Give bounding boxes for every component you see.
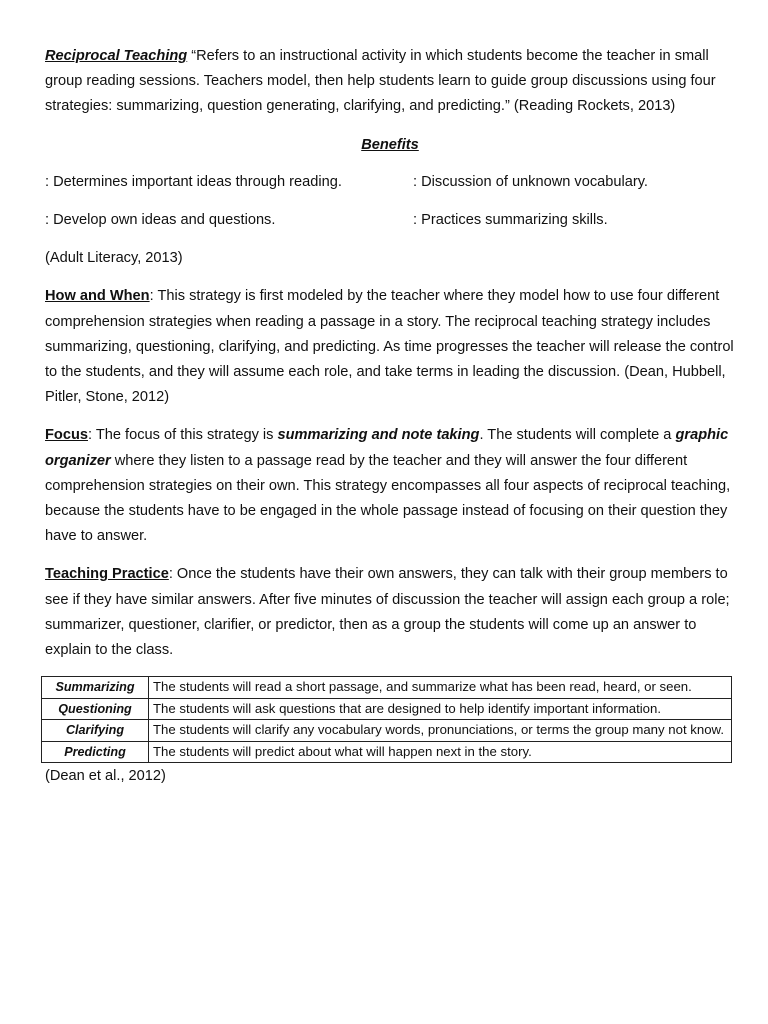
teaching-practice-text: : Once the students have their own answers, they can talk with their group members to see if they have similar answers. After five minutes of discussion the teacher will assign each group a role; summarizer, questioner, clarifier, or predictor, then as a group the students will come up an answer to explain to the class.	[45, 566, 730, 659]
teaching-practice-heading: Teaching Practice	[45, 566, 169, 583]
document-page	[45, 44, 735, 789]
intro-paragraph	[45, 44, 735, 120]
table-row	[42, 741, 732, 763]
how-when-heading: How and When	[45, 288, 150, 305]
focus-emphasis: summarizing and note taking	[277, 427, 480, 444]
focus-paragraph	[45, 423, 735, 549]
role-description-cell: The students will clarify any vocabulary words, pronunciations, or terms the group many not know.	[149, 720, 732, 742]
role-name-cell: Questioning	[42, 698, 149, 720]
benefit-item: : Practices summarizing skills.	[413, 212, 608, 229]
benefits-heading: Benefits	[361, 136, 419, 153]
focus-emphasis: graphic organizer	[45, 427, 729, 469]
table-citation: (Dean et al., 2012)	[45, 768, 166, 785]
how-when-paragraph	[45, 284, 735, 410]
benefits-citation: (Adult Literacy, 2013)	[45, 250, 183, 267]
role-description-cell: The students will ask questions that are designed to help identify important information.	[149, 698, 732, 720]
focus-heading: Focus	[45, 427, 88, 444]
intro-quote: “Refers to an instructional activity in which students become the teacher in small group reading sessions. Teachers model, then help students learn to guide group discussions using four strategies: summarizing, question generating, clarifying, and predicting.” (Reading Rockets, 2013)	[45, 48, 716, 115]
role-name-cell: Clarifying	[42, 720, 149, 742]
focus-text: . The students will complete a	[479, 427, 676, 444]
role-description-cell: The students will read a short passage, and summarize what has been read, heard, or seen.	[149, 677, 732, 699]
benefit-item: : Determines important ideas through reading.	[45, 173, 342, 190]
role-description-cell: The students will predict about what will happen next in the story.	[149, 741, 732, 763]
table-row	[42, 720, 732, 742]
benefit-item: : Develop own ideas and questions.	[45, 212, 276, 229]
benefit-row	[45, 170, 735, 195]
focus-text: : The focus of this strategy is	[87, 427, 278, 444]
table-row	[42, 677, 732, 699]
intro-term: Reciprocal Teaching	[45, 48, 188, 64]
teaching-practice-paragraph	[45, 562, 735, 663]
focus-text: where they listen to a passage read by the teacher and they will answer the four different comprehension strategies on their own. This strategy encompasses all four aspects of reciprocal teaching, because the students have to be engaged in the whole passage instead of focusing on their question they have to answer.	[45, 452, 731, 545]
table-row	[42, 698, 732, 720]
role-name-cell: Summarizing	[42, 677, 149, 699]
roles-table	[41, 676, 732, 763]
benefit-item: : Discussion of unknown vocabulary.	[413, 173, 648, 190]
role-name-cell: Predicting	[42, 741, 149, 763]
how-when-text: : This strategy is first modeled by the teacher where they model how to use four different comprehension strategies when reading a passage in a story. The reciprocal teaching strategy includes summarizing, questioning, clarifying, and predicting. As time progresses the teacher will release the control to the students, and they will assume each role, and take terms in leading the discussion. (Dean, Hubbell, Pitler, Stone, 2012)	[45, 288, 734, 406]
benefit-row	[45, 208, 735, 233]
